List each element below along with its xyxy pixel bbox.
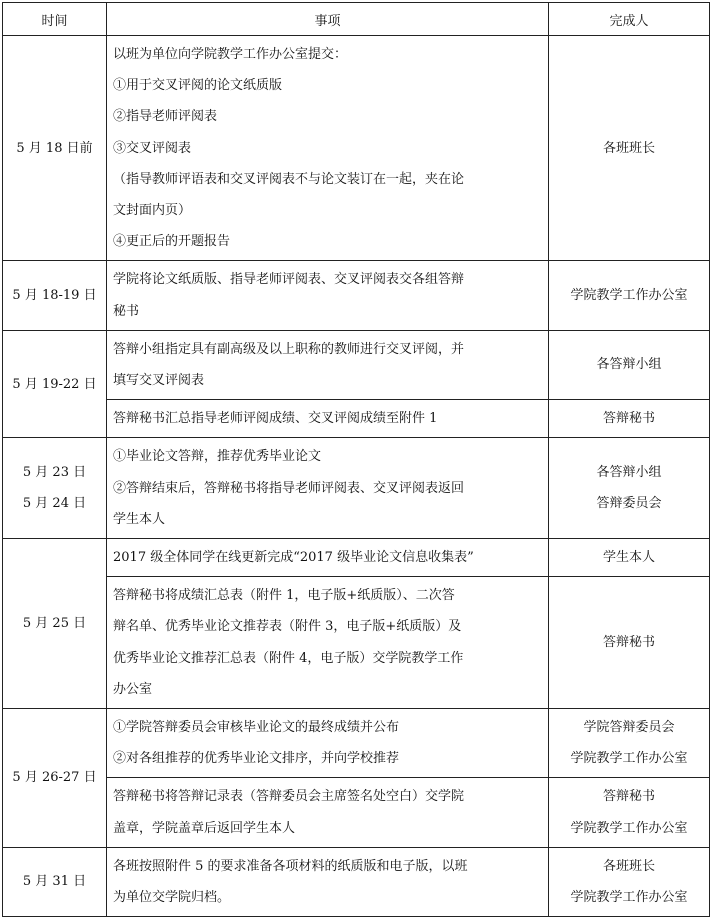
owner-cell [549, 330, 710, 399]
time-cell [3, 539, 107, 709]
table-row [3, 709, 710, 778]
task-cell-line: 2017 级全体同学在线更新完成“2017 级毕业论文信息收集表” [113, 550, 474, 566]
task-cell [107, 400, 549, 438]
header-time: 时间 [3, 3, 107, 36]
task-cell-line: 办公室 [113, 681, 153, 697]
owner-cell-line: 学院教学工作办公室 [570, 751, 688, 767]
task-cell-line: ③交叉评阅表 [113, 140, 192, 156]
task-cell-line: 答辩秘书将答辩记录表（答辩委员会主席签名处空白）交学院 [113, 789, 465, 805]
owner-cell [549, 400, 710, 438]
time-cell-line: 5 月 18-19 日 [12, 288, 97, 304]
task-cell [107, 709, 549, 778]
owner-cell-line: 学院答辩委员会 [583, 720, 675, 736]
task-cell-line: ②指导老师评阅表 [113, 109, 218, 125]
owner-cell [549, 539, 710, 577]
task-cell-line: 各班按照附件 5 的要求准备各项材料的纸质版和电子版，以班 [113, 858, 468, 874]
owner-cell-line: 答辩委员会 [596, 496, 662, 512]
task-cell-line: 盖章，学院盖章后返回学生本人 [113, 820, 296, 836]
owner-cell-line: 各班班长 [602, 140, 655, 156]
owner-cell [549, 438, 710, 539]
owner-cell-line: 答辩秘书 [602, 411, 655, 427]
owner-cell-line: 各答辩小组 [596, 357, 662, 373]
time-cell [3, 847, 107, 916]
owner-cell-line: 学院教学工作办公室 [570, 820, 688, 836]
owner-cell [549, 577, 710, 709]
task-cell-line: 答辩秘书将成绩汇总表（附件 1，电子版+纸质版）、二次答 [113, 588, 455, 604]
time-cell-line: 5 月 23 日 [22, 465, 87, 481]
task-cell-line: 秘书 [113, 303, 140, 319]
time-cell [3, 261, 107, 330]
time-cell [3, 709, 107, 848]
task-cell-line: ②对各组推荐的优秀毕业论文排序，并向学校推荐 [113, 751, 400, 767]
time-cell [3, 438, 107, 539]
owner-cell-line: 学院教学工作办公室 [570, 890, 688, 906]
task-cell-line: ②答辩结束后，答辩秘书将指导老师评阅表、交叉评阅表返回 [113, 480, 465, 496]
task-cell [107, 261, 549, 330]
table-row [3, 778, 710, 847]
task-cell [107, 438, 549, 539]
table-row [3, 36, 710, 261]
task-cell [107, 778, 549, 847]
task-cell-line: （指导教师评语表和交叉评阅表不与论文装订在一起，夹在论 [113, 171, 465, 187]
table-row [3, 438, 710, 539]
time-cell-line: 5 月 25 日 [22, 615, 87, 631]
task-cell-line: 为单位交学院归档。 [113, 890, 231, 906]
table-row [3, 261, 710, 330]
task-cell [107, 539, 549, 577]
table-row [3, 330, 710, 399]
owner-cell-line: 学院教学工作办公室 [570, 288, 688, 304]
task-cell-line: ①学院答辩委员会审核毕业论文的最终成绩并公布 [113, 720, 400, 736]
time-cell-line: 5 月 18 日前 [16, 140, 93, 156]
owner-cell-line: 学生本人 [602, 550, 655, 566]
owner-cell-line: 各答辩小组 [596, 465, 662, 481]
schedule-table [2, 2, 710, 917]
owner-cell [549, 36, 710, 261]
time-cell-line: 5 月 31 日 [22, 874, 87, 890]
owner-cell-line: 答辩秘书 [602, 635, 655, 651]
table-row [3, 539, 710, 577]
owner-cell-line: 各班班长 [602, 858, 655, 874]
owner-cell [549, 778, 710, 847]
table-row [3, 400, 710, 438]
task-cell-line: 辩名单、优秀毕业论文推荐表（附件 3，电子版+纸质版）及 [113, 619, 462, 635]
task-cell-line: 答辩秘书汇总指导老师评阅成绩、交叉评阅成绩至附件 1 [113, 411, 438, 427]
time-cell-line: 5 月 24 日 [22, 496, 87, 512]
table-row [3, 847, 710, 916]
owner-cell-line: 答辩秘书 [602, 789, 655, 805]
owner-cell [549, 709, 710, 778]
time-cell-line: 5 月 19-22 日 [12, 376, 97, 392]
task-cell [107, 36, 549, 261]
task-cell-line: ①毕业论文答辩，推荐优秀毕业论文 [113, 449, 322, 465]
header-row [3, 3, 710, 36]
task-cell-line: 学生本人 [113, 511, 166, 527]
time-cell-line: 5 月 26-27 日 [12, 770, 97, 786]
task-cell [107, 330, 549, 399]
task-cell-line: 学院将论文纸质版、指导老师评阅表、交叉评阅表交各组答辩 [113, 272, 465, 288]
owner-cell [549, 847, 710, 916]
header-owner: 完成人 [549, 3, 710, 36]
task-cell-line: ④更正后的开题报告 [113, 234, 231, 250]
owner-cell [549, 261, 710, 330]
table-row [3, 577, 710, 709]
task-cell-line: 优秀毕业论文推荐汇总表（附件 4，电子版）交学院教学工作 [113, 650, 464, 666]
task-cell-line: 文封面内页） [113, 203, 192, 219]
time-cell [3, 330, 107, 438]
header-task: 事项 [107, 3, 549, 36]
task-cell [107, 577, 549, 709]
task-cell [107, 847, 549, 916]
time-cell [3, 36, 107, 261]
schedule-body [3, 36, 710, 917]
task-cell-line: 填写交叉评阅表 [113, 373, 205, 389]
task-cell-line: 答辩小组指定具有副高级及以上职称的教师进行交叉评阅，并 [113, 341, 465, 357]
task-cell-line: ①用于交叉评阅的论文纸质版 [113, 78, 283, 94]
task-cell-line: 以班为单位向学院教学工作办公室提交： [113, 47, 348, 62]
